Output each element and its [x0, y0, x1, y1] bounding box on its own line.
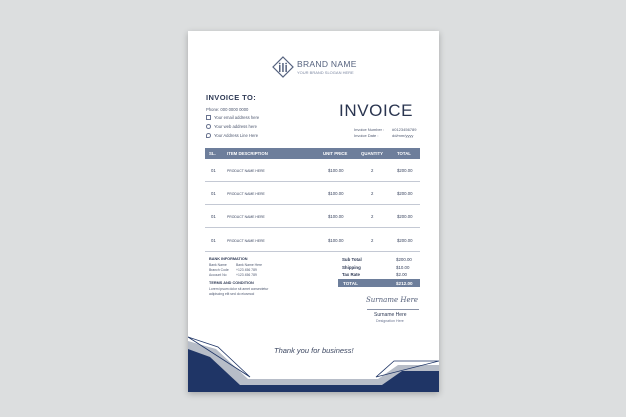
subtotal-value: $200.00 — [396, 257, 412, 262]
thank-you-message: Thank you for business! — [274, 346, 354, 355]
row-sl: 01 — [211, 238, 216, 243]
header-qty: QUANTITY — [361, 151, 383, 156]
row-item: PRODUCT NAME HERE — [227, 168, 265, 173]
contact-phone — [206, 107, 248, 112]
invoice-number-label: Invoice Number : — [354, 127, 385, 132]
bank-name-value: Bank Name Here — [236, 263, 263, 267]
row-qty: 2 — [371, 168, 374, 173]
row-total: $200.00 — [397, 168, 413, 173]
phone-text: Phone: 000 0000 0000 — [206, 107, 249, 112]
brand-name: BRAND NAME — [297, 59, 357, 69]
row-qty: 2 — [371, 214, 374, 219]
row-divider — [205, 227, 420, 228]
signature-line — [367, 309, 419, 310]
shipping-label: Shipping — [342, 265, 361, 270]
table-header — [205, 148, 420, 159]
web-text: Your web address here — [214, 124, 257, 129]
account-no-label: Account No — [209, 273, 227, 277]
total-bar — [338, 279, 420, 287]
row-total: $200.00 — [397, 214, 413, 219]
total-label: TOTAL — [343, 280, 358, 286]
row-unit: $100.00 — [328, 168, 344, 173]
shipping-value: $10.00 — [396, 265, 410, 270]
row-unit: $100.00 — [328, 191, 344, 196]
row-unit: $100.00 — [328, 238, 344, 243]
total-value: $212.00 — [396, 280, 413, 286]
header-unit: UNIT PRICE — [323, 151, 348, 156]
terms-line: Lorem ipsum dolor sit amet consectetur — [209, 287, 269, 291]
footer-wave-decoration — [188, 327, 439, 392]
invoice-to-title: INVOICE TO: — [206, 93, 257, 102]
row-item: PRODUCT NAME HERE — [227, 191, 265, 196]
branch-code-value: +123 456 789 — [236, 268, 257, 272]
invoice-title: INVOICE — [339, 101, 414, 120]
row-divider — [205, 181, 420, 182]
row-total: $200.00 — [397, 238, 413, 243]
row-sl: 01 — [211, 168, 216, 173]
brand-logo-icon — [272, 56, 294, 78]
account-no-value: +123 456 789 — [236, 273, 257, 277]
row-item: PRODUCT NAME HERE — [227, 214, 265, 219]
brand-slogan: YOUR BRAND SLOGAN HERE — [297, 70, 354, 75]
globe-icon — [206, 124, 211, 129]
location-icon — [206, 133, 211, 138]
invoice-date-value: dd/mm/yyyy — [392, 133, 414, 138]
contact-web — [206, 124, 257, 129]
header-sl: SL. — [209, 151, 216, 156]
tax-value: $2.00 — [396, 272, 407, 277]
header-item: ITEM DESCRIPTION — [227, 151, 268, 156]
invoice-number-value: #0123456789 — [392, 127, 417, 132]
branch-code-label: Branch Code — [209, 268, 229, 272]
contact-email — [206, 115, 259, 120]
row-divider — [205, 204, 420, 205]
row-qty: 2 — [371, 238, 374, 243]
terms-title: TERMS AND CONDITION — [209, 281, 254, 285]
email-text: Your email address here — [214, 115, 260, 120]
row-unit: $100.00 — [328, 214, 344, 219]
email-icon — [206, 115, 211, 120]
row-sl: 01 — [211, 191, 216, 196]
row-total: $200.00 — [397, 191, 413, 196]
tax-label: Tax Rate — [342, 272, 360, 277]
subtotal-label: Sub Total — [342, 257, 362, 262]
invoice-date-label: Invoice Date : — [354, 133, 379, 138]
address-text: Your Address Line Here — [214, 133, 259, 138]
signature-name: Surname Here — [374, 312, 407, 318]
row-item: PRODUCT NAME HERE — [227, 238, 265, 243]
bank-name-label: Bank Name — [209, 263, 227, 267]
row-sl: 01 — [211, 214, 216, 219]
signature-title: Designation Here — [376, 319, 404, 323]
terms-line: adipiscing elit sed do eiusmod — [209, 292, 255, 296]
signature-script: Surname Here — [366, 296, 419, 304]
row-divider — [205, 251, 420, 252]
bank-info-title: BANK INFORMATION — [209, 257, 248, 261]
contact-address — [206, 133, 258, 138]
row-qty: 2 — [371, 191, 374, 196]
header-total: TOTAL — [397, 151, 411, 156]
